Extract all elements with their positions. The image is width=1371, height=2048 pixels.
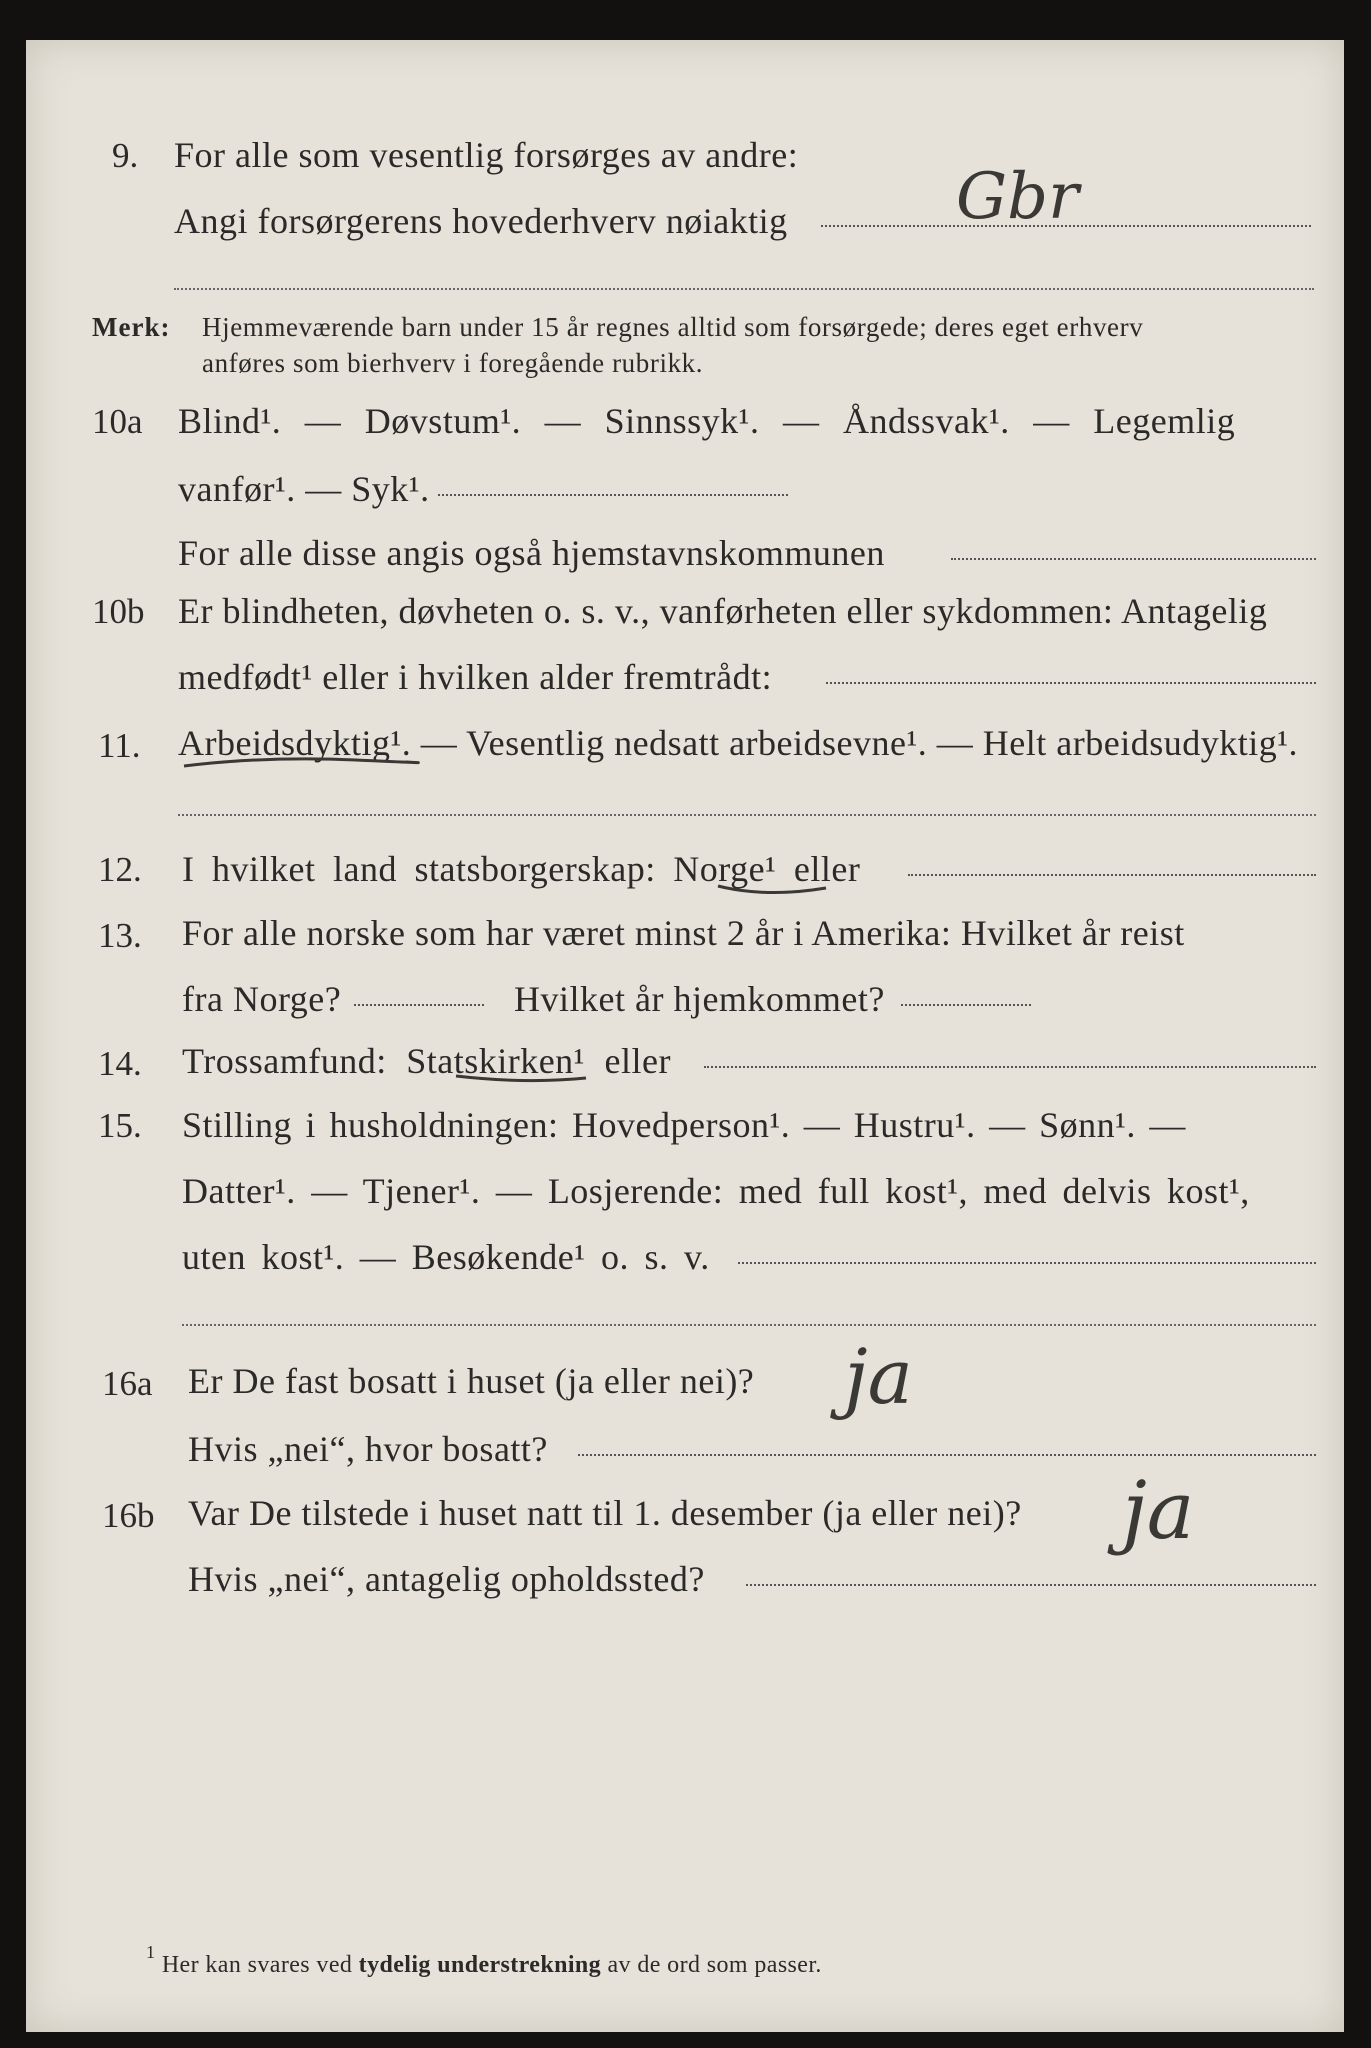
census-form-page bbox=[26, 40, 1344, 2032]
q15-number: 15. bbox=[98, 1106, 142, 1145]
q16b-line1: Var De tilstede i huset natt til 1. desember (ja eller nei)? bbox=[188, 1493, 1022, 1533]
q12-number: 12. bbox=[98, 850, 142, 889]
q13-line2b: Hvilket år hjemkommet? bbox=[514, 979, 885, 1019]
q16a-line1: Er De fast bosatt i huset (ja eller nei)? bbox=[188, 1361, 755, 1401]
q9-line1: For alle som vesentlig forsørges av andre: bbox=[174, 135, 799, 175]
handwritten-underlines bbox=[26, 40, 1344, 2032]
footnote-text-1: Her kan svares ved bbox=[161, 1952, 359, 1978]
footnote-mark: 1 bbox=[146, 1942, 156, 1962]
footnote-text-bold: tydelig understrekning bbox=[358, 1952, 602, 1978]
q10a-number: 10a bbox=[92, 402, 143, 441]
q9-handwritten-answer: Gbr bbox=[956, 160, 1079, 234]
underline-arbeidsdyktig bbox=[184, 759, 418, 766]
q15-line3: uten kost¹. — Besøkende¹ o. s. v. bbox=[182, 1237, 710, 1277]
q10b-line1: Er blindheten, døvheten o. s. v., vanførheten eller sykdommen: Antagelig bbox=[178, 591, 1268, 631]
q10b-line2: medfødt¹ eller i hvilken alder fremtrådt: bbox=[178, 657, 773, 697]
merk-line2: anføres som bierhverv i foregående rubrikk. bbox=[202, 348, 704, 378]
footnote-text-2: av de ord som passer. bbox=[601, 1952, 822, 1978]
q15-line1: Stilling i husholdningen: Hovedperson¹. — Hustru¹. — Sønn¹. — bbox=[182, 1105, 1186, 1145]
q13-line2a: fra Norge? bbox=[182, 979, 342, 1019]
q16b-handwritten-answer: ja bbox=[1122, 1464, 1195, 1557]
q10a-line2: vanfør¹. — Syk¹. bbox=[178, 469, 430, 509]
q14-line1: Trossamfund: Statskirken¹ eller bbox=[182, 1041, 671, 1081]
underline-statskirken bbox=[456, 1076, 586, 1081]
q11-line1: Arbeidsdyktig¹. — Vesentlig nedsatt arbeidsevne¹. — Helt arbeidsudyktig¹. bbox=[178, 723, 1299, 763]
q16b-number: 16b bbox=[102, 1496, 155, 1535]
q13-line1: For alle norske som har været minst 2 år i Amerika: Hvilket år reist bbox=[182, 913, 1185, 953]
merk-label: Merk: bbox=[92, 312, 171, 342]
q9-number: 9. bbox=[112, 136, 139, 175]
q10a-line3: For alle disse angis også hjemstavnskommunen bbox=[178, 533, 885, 573]
q12-line1: I hvilket land statsborgerskap: Norge¹ eller bbox=[182, 849, 861, 889]
q15-line2: Datter¹. — Tjener¹. — Losjerende: med full kost¹, med delvis kost¹, bbox=[182, 1171, 1250, 1211]
q16a-line2: Hvis „nei“, hvor bosatt? bbox=[188, 1429, 548, 1469]
q10a-line1: Blind¹. — Døvstum¹. — Sinnssyk¹. — Åndssvak¹. — Legemlig bbox=[178, 401, 1236, 441]
q14-number: 14. bbox=[98, 1044, 142, 1083]
q9-line2: Angi forsørgerens hovederhverv nøiaktig bbox=[174, 201, 788, 241]
q16a-handwritten-answer: ja bbox=[844, 1332, 913, 1421]
q16b-line2: Hvis „nei“, antagelig opholdssted? bbox=[188, 1559, 705, 1599]
q13-number: 13. bbox=[98, 916, 142, 955]
merk-line1: Hjemmeværende barn under 15 år regnes alltid som forsørgede; deres eget erhverv bbox=[202, 312, 1144, 342]
q10b-number: 10b bbox=[92, 592, 145, 631]
underline-norge bbox=[718, 886, 826, 893]
q16a-number: 16a bbox=[102, 1364, 153, 1403]
q11-number: 11. bbox=[98, 726, 141, 765]
